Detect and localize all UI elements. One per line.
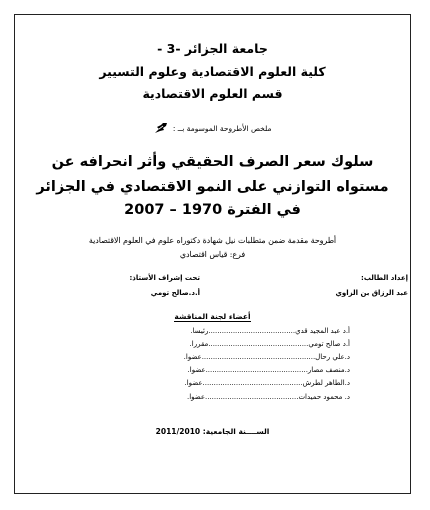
thesis-label-row: [14, 122, 411, 136]
committee-title: [14, 312, 411, 321]
thesis-title-line-3: في الفترة 1970 – 2007: [124, 202, 301, 218]
faculty-name: كلية العلوم الاقتصادية وعلوم التسيير: [99, 64, 326, 79]
university-name: جامعة الجزائر -3 -: [157, 41, 268, 56]
thesis-title-line-2: مستواه التوازني على النمو الاقتصادي في الجزائر: [36, 179, 389, 195]
quill-pen-icon: [154, 122, 168, 136]
student-name: عبد الرزاق بن الزاوي: [335, 289, 408, 297]
committee-member-1: أ.د عبد المجيد قدي.......................................رئيسا.: [190, 327, 350, 335]
prepared-by-label: إعداد الطالب:: [361, 274, 408, 282]
thesis-title-line-1: سلوك سعر الصرف الحقيقي وأثر انحرافه عن: [51, 154, 374, 170]
committee-member-2: أ.د صالح تومي.............................................مقررا.: [189, 340, 350, 348]
committee-member-6: د. محمود حميدات..........................................عضوا.: [186, 393, 350, 401]
committee-title-text: أعضاء لجنة المناقشة: [174, 312, 251, 321]
supervisor-label: تحت إشراف الأستاذ:: [129, 274, 200, 282]
committee-member-3: د.علي رحال...................................................عضوا.: [183, 353, 350, 361]
department-name: قسم العلوم الاقتصادية: [142, 86, 283, 101]
degree-description: أطروحة مقدمة ضمن متطلبات نيل شهادة دكتوراه علوم في العلوم الاقتصادية: [88, 236, 337, 245]
academic-year: الســــنة الجامعية: 2011/2010: [155, 427, 270, 436]
supervisor-name: أ.د.صالح تومي: [150, 289, 200, 297]
branch-name: فرع: قياس اقتصادي: [179, 250, 246, 259]
thesis-label: ملخص الأطروحة الموسومة بــ :: [172, 124, 272, 133]
committee-member-4: د.منصف مصار..............................................عضوا.: [187, 366, 350, 374]
committee-member-5: د.الطاهر لطرش.............................................عضوا.: [184, 379, 350, 387]
